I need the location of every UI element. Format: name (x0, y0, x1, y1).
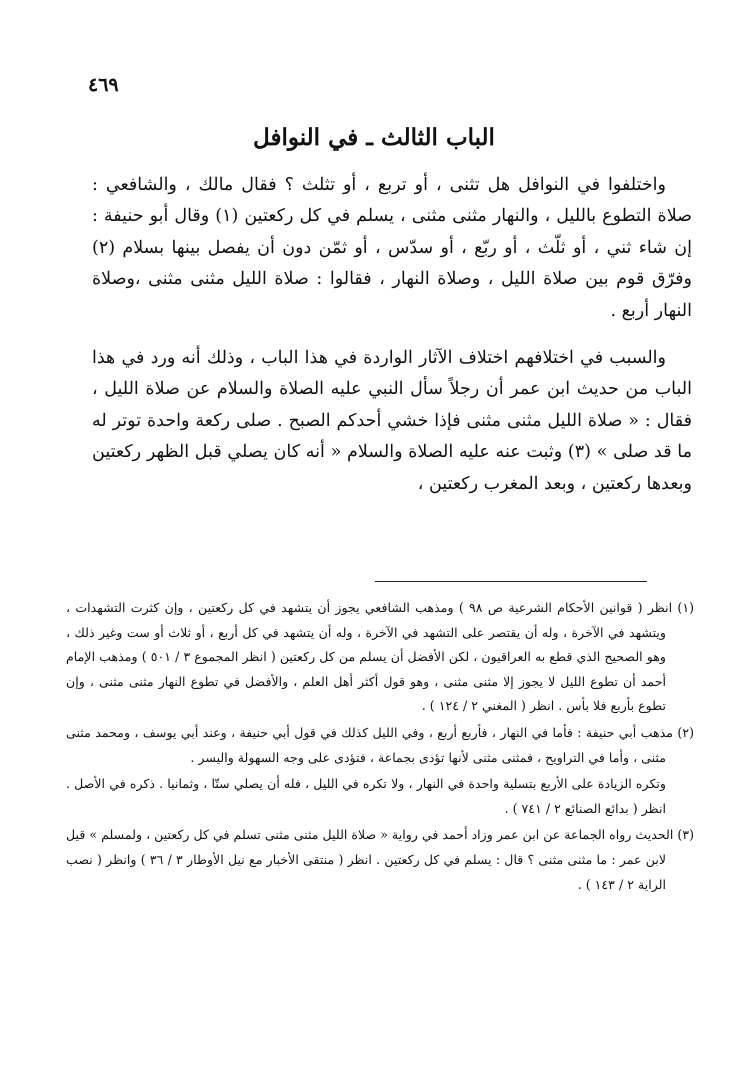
footnote-3: (٣) الحديث رواه الجماعة عن ابن عمر وزاد أحمد في رواية « صلاة الليل مثنى مثنى تسلم في كل ركعتين ، ولمسلم » قيل لابن عمر : ما مثنى مثنى ؟ قال : يسلم في كل ركعتين . انظر ( منتقى الأخبار مع نيل الأوطار ٣ / ٣٦ ) وانظر ( نصب الراية ٢ / ١٤٣ ) . (66, 827, 694, 892)
footnotes (66, 596, 694, 899)
main-text (92, 170, 692, 500)
footnote-1: (١) انظر ( قوانين الأحكام الشرعية ص ٩٨ ) ومذهب الشافعي يجوز أن يتشهد في كل ركعتين ، وإن كثرت التشهدات ، ويتشهد في الآخرة ، وله أن يقتصر على التشهد في الآخرة ، وله أن يتشهد في كل أربع ، أو ثلاث أو ست وغير ذلك ، وهو الصحيح الذي قطع به العراقيون ، لكن الأفضل أن يسلم من كل ركعتين ( انظر المجموع ٣ / ٥٠١ ) ومذهب الإمام أحمد أن تطوع الليل لا يجوز إلا مثنى مثنى ، وهو قول أكثر أهل العلم ، والأفضل في تطوع النهار مثنى مثنى ، وإن تطوع بأربع فلا بأس . انظر ( المغني ٢ / ١٢٤ ) . (66, 600, 694, 714)
paragraph: والسبب في اختلافهم اختلاف الآثار الواردة في هذا الباب ، وذلك أنه ورد في هذا الباب من حديث ابن عمر أن رجلاً سأل النبي عليه الصلاة والسلام عن صلاة الليل ، فقال : « صلاة الليل مثنى مثنى فإذا خشي أحدكم الصبح . صلى ركعة واحدة توتر له ما قد صلى » (٣) وثبت عنه عليه الصلاة والسلام « أنه كان يصلي قبل الظهر ركعتين وبعدها ركعتين ، وبعد المغرب ركعتين ، (92, 348, 692, 494)
chapter-title: الباب الثالث ـ في النوافل (253, 124, 495, 151)
footnote-2: (٢) مذهب أبي حنيفة : فأما في النهار ، فأربع أربع ، وفي الليل كذلك في قول أبي حنيفة ، وعند أبي يوسف ، ومحمد مثنى مثنى ، وأما في التراويح ، فمثنى مثنى لأنها تؤدى بجماعة ، فتؤدى على وجه السهولة واليسر . (66, 724, 694, 765)
paragraph: واختلفوا في النوافل هل تثنى ، أو تربع ، أو تثلث ؟ فقال مالك ، والشافعي : صلاة التطوع بالليل ، والنهار مثنى مثنى ، يسلم في كل ركعتين (١) وقال أبو حنيفة : إن شاء ثني ، أو ثلّث ، أو ربّع ، أو سدّس ، أو ثمّن دون أن يفصل بينها بسلام (٢) وفرّق قوم بين صلاة الليل ، وصلاة النهار ، فقالوا : صلاة الليل مثنى مثنى ،وصلاة النهار أربع . (92, 175, 692, 321)
footnote-2-continuation: وتكره الزيادة على الأربع بتسلية واحدة في النهار ، ولا تكره في الليل ، فله أن يصلي ستّا ، وثمانيا . ذكره في الأصل . انظر ( بدائع الصنائع ٢ / ٧٤١ ) . (66, 776, 666, 816)
page-number: ٤٦٩ (88, 74, 119, 96)
footnote-separator (375, 581, 647, 582)
